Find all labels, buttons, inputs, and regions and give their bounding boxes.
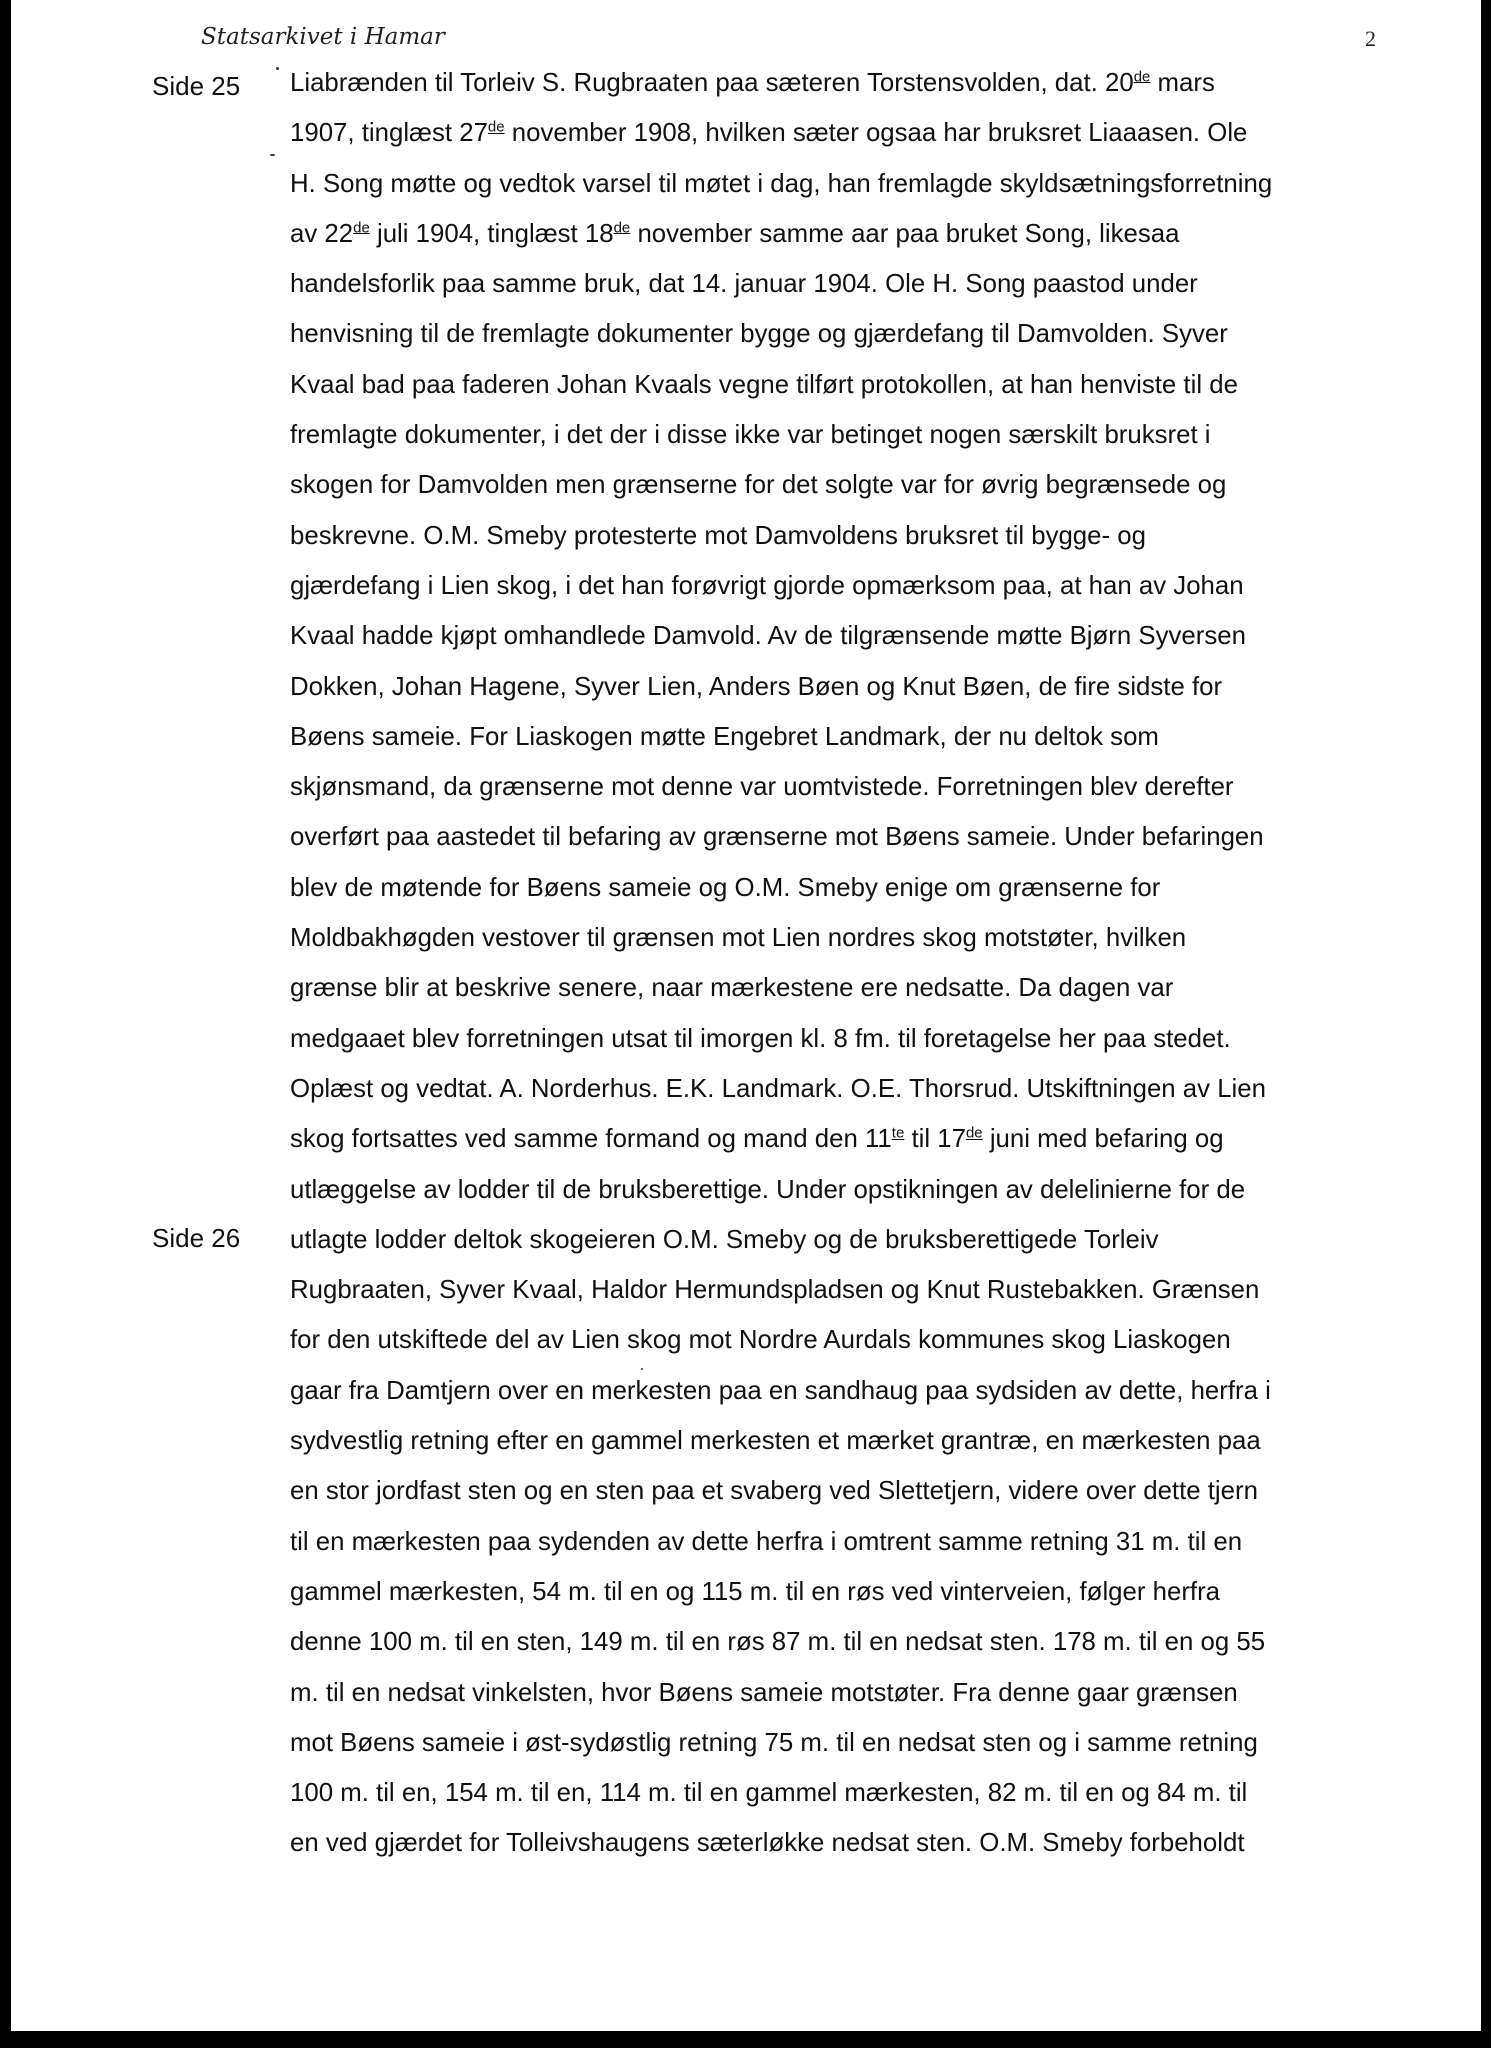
transcription-body — [290, 58, 1380, 1869]
text-line: gjærdefang i Lien skog, i det han forøvrigt gjorde opmærksom paa, at han av Johan — [290, 571, 1244, 600]
text-line: en stor jordfast sten og en sten paa et svaberg ved Slettetjern, videre over dette tjern — [290, 1477, 1258, 1506]
text-line: av 22de juli 1904, tinglæst 18de november samme aar paa bruket Song, likesaa — [290, 219, 1180, 248]
scan-speck — [276, 67, 279, 70]
page-number: 2 — [1365, 26, 1376, 51]
ordinal-superscript: de — [353, 219, 370, 237]
text-line: blev de møtende for Bøens sameie og O.M. Smeby enige om grænserne for — [290, 873, 1161, 902]
text-line: Liabrænden til Torleiv S. Rugbraaten paa sæteren Torstensvolden, dat. 20de mars — [290, 68, 1215, 97]
margin-note-side-26: Side 26 — [152, 1223, 241, 1253]
text-line: Rugbraaten, Syver Kvaal, Haldor Hermundspladsen og Knut Rustebakken. Grænsen — [290, 1276, 1260, 1305]
ordinal-superscript: de — [613, 219, 631, 237]
margin-note-side-25: Side 25 — [152, 71, 241, 101]
text-line: medgaaet blev forretningen utsat til imorgen kl. 8 fm. til foretagelse her paa stedet. — [290, 1024, 1231, 1053]
text-line: skogen for Damvolden men grænserne for det solgte var for øvrig begrænsede og — [290, 471, 1227, 500]
text-line: skog fortsattes ved samme formand og mand den $11^{te}$ til 17de juni med befaring og — [290, 1124, 1224, 1154]
text-line: gammel mærkesten, 54 m. til en og 115 m. til en røs ved vinterveien, følger herfra — [290, 1577, 1221, 1606]
text-line: Oplæst og vedtat. A. Norderhus. E.K. Landmark. O.E. Thorsrud. Utskiftningen av Lien — [290, 1074, 1266, 1103]
ordinal-superscript: de — [487, 118, 505, 136]
text-line: en ved gjærdet for Tolleivshaugens sæterløkke nedsat sten. O.M. Smeby forbeholdt — [290, 1829, 1245, 1858]
text-line: Moldbakhøgden vestover til grænsen mot Lien nordres skog motstøter, hvilken — [290, 924, 1187, 953]
ordinal-superscript: te — [891, 1124, 905, 1142]
text-line: Bøens sameie. For Liaskogen møtte Engebret Landmark, der nu deltok som — [290, 722, 1159, 751]
text-line: gaar fra Damtjern over en merkesten paa en sandhaug paa sydsiden av dette, herfra i — [290, 1376, 1271, 1405]
text-line: skjønsmand, da grænserne mot denne var uomtvistede. Forretningen blev derefter — [290, 773, 1234, 802]
text-line: m. til en nedsat vinkelsten, hvor Bøens sameie motstøter. Fra denne gaar grænsen — [290, 1678, 1238, 1707]
text-line: for den utskiftede del av Lien skog mot Nordre Aurdals kommunes skog Liaskogen — [290, 1326, 1231, 1355]
text-line: utlæggelse av lodder til de bruksberettige. Under opstikningen av delelinierne for de — [290, 1175, 1246, 1204]
text-line: handelsforlik paa samme bruk, dat 14. januar 1904. Ole H. Song paastod under — [290, 270, 1198, 299]
text-line: beskrevne. O.M. Smeby protesterte mot Damvoldens bruksret til bygge- og — [290, 521, 1146, 550]
paper-sheet — [11, 0, 1481, 2031]
text-line: sydvestlig retning efter en gammel merkesten et mærket grantræ, en mærkesten paa — [290, 1427, 1261, 1456]
text-line: grænse blir at beskrive senere, naar mærkestene ere nedsatte. Da dagen var — [290, 974, 1174, 1003]
text-line: mot Bøens sameie i øst-sydøstlig retning 75 m. til en nedsat sten og i samme retning — [290, 1728, 1258, 1757]
text-line: fremlagte dokumenter, i det der i disse ikke var betinget nogen særskilt bruksret i — [290, 421, 1211, 450]
ordinal-superscript: de — [1133, 68, 1151, 86]
text-line: utlagte lodder deltok skogeieren O.M. Smeby og de bruksberettigede Torleiv — [290, 1225, 1159, 1254]
text-line: til en mærkesten paa sydenden av dette herfra i omtrent samme retning 31 m. til en — [290, 1527, 1243, 1556]
text-line: H. Song møtte og vedtok varsel til møtet i dag, han fremlagde skyldsætningsforretning — [290, 169, 1273, 198]
text-line: overført paa aastedet til befaring av grænserne mot Bøens sameie. Under befaringen — [290, 823, 1264, 852]
text-line: Kvaal hadde kjøpt omhandlede Damvold. Av de tilgrænsende møtte Bjørn Syversen — [290, 622, 1246, 651]
text-line: 100 m. til en, 154 m. til en, 114 m. til en gammel mærkesten, 82 m. til en og 84 m. til — [290, 1779, 1248, 1808]
ordinal-superscript: de — [965, 1124, 983, 1142]
archive-header: Statsarkivet i Hamar — [201, 24, 445, 50]
text-line: denne 100 m. til en sten, 149 m. til en røs 87 m. til en nedsat sten. 178 m. til en og 55 — [290, 1628, 1266, 1657]
text-line: henvisning til de fremlagte dokumenter bygge og gjærdefang til Damvolden. Syver — [290, 320, 1228, 349]
text-line: Kvaal bad paa faderen Johan Kvaals vegne tilført protokollen, at han henviste til de — [290, 370, 1238, 399]
text-line: 1907, tinglæst 27de november 1908, hvilken sæter ogsaa har bruksret Liaaasen. Ole — [290, 118, 1248, 148]
text-line: Dokken, Johan Hagene, Syver Lien, Anders Bøen og Knut Bøen, de fire sidste for — [290, 672, 1223, 701]
scan-speck — [270, 154, 275, 156]
